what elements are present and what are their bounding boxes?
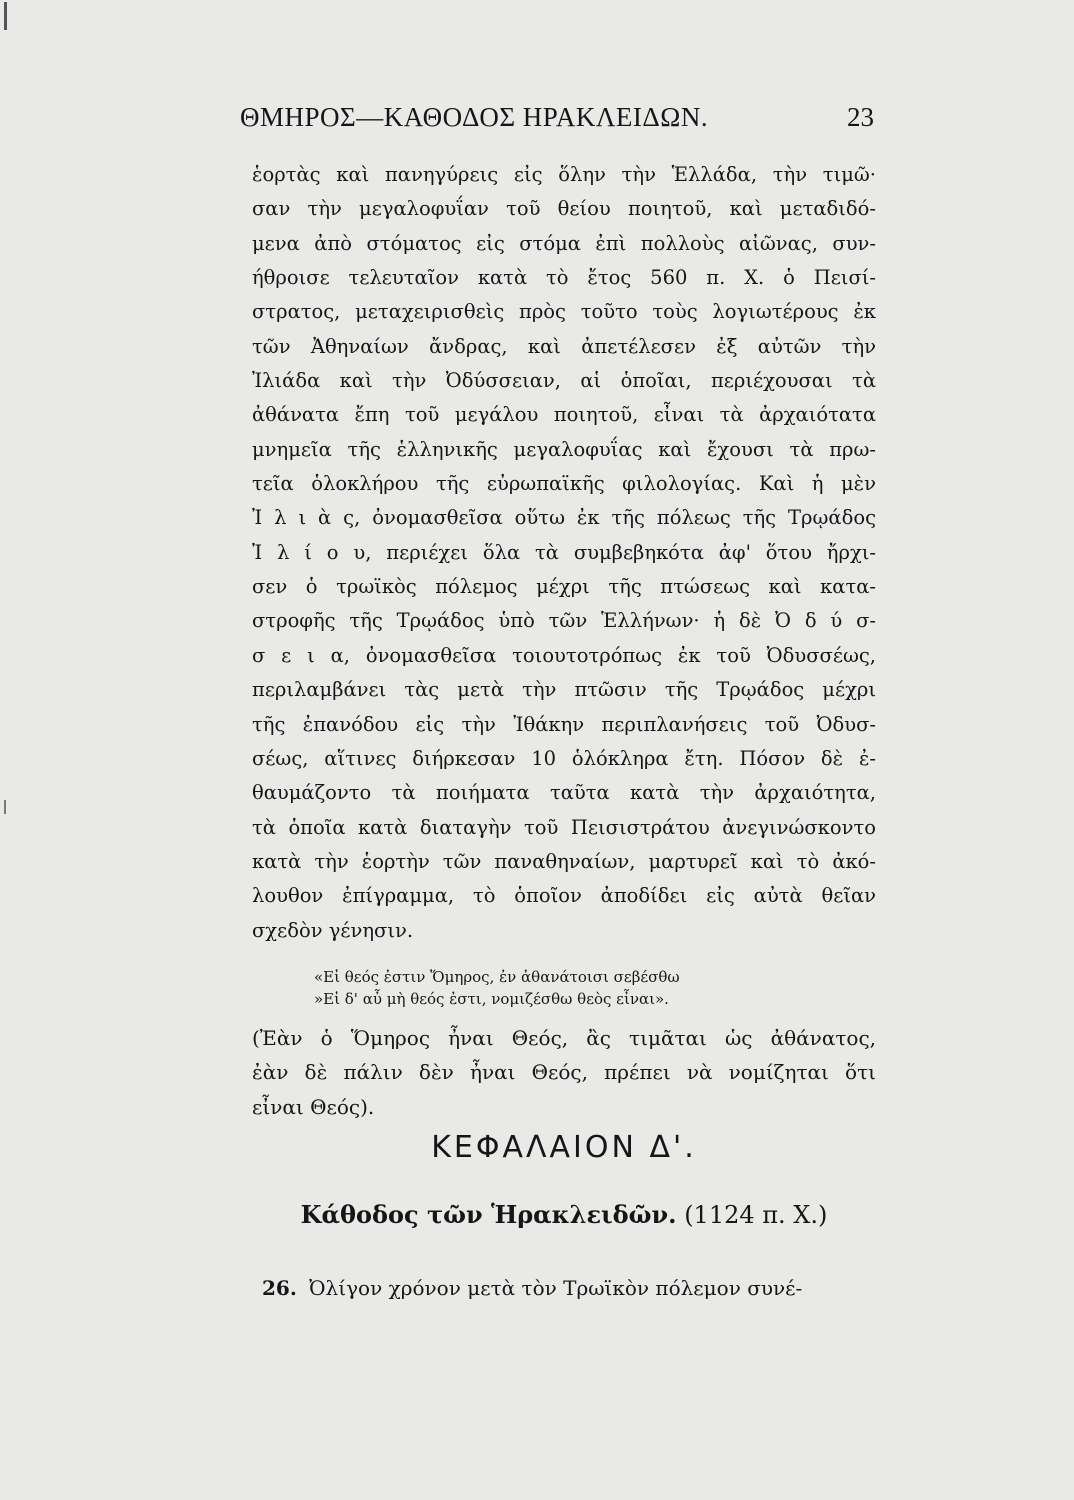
text-line: Ἰλιάδα καὶ τὴν Ὀδύσσειαν, αἱ ὁποῖαι, περιέχουσαι τὰ — [252, 369, 876, 393]
text-line: περιλαμβάνει τὰς μετὰ τὴν πτῶσιν τῆς Τρῳάδος μέχρι — [252, 678, 876, 702]
text-line: σχεδὸν γένησιν. — [252, 918, 414, 942]
section-date: (1124 π. Χ.) — [684, 1201, 828, 1229]
text-line: Ἰ λ ι ὰ ς, ὀνομασθεῖσα οὕτω ἐκ τῆς πόλεως τῆς Τρῳάδος — [252, 506, 876, 530]
text-line: Ἰ λ ί ο υ, περιέχει ὅλα τὰ συμβεβηκότα ἀφ' ὅτου ἤρχι- — [252, 540, 876, 564]
margin-mark — [4, 800, 6, 814]
text-line: ήθροισε τελευταῖον κατὰ τὸ ἔτος 560 π. Χ. ὁ Πεισί- — [252, 266, 876, 290]
text-line: σεν ὁ τρωϊκὸς πόλεμος μέχρι τῆς πτώσεως καὶ κατα- — [252, 575, 876, 599]
section-heading — [252, 1200, 876, 1229]
text-line: εἶναι Θεός). — [252, 1094, 375, 1119]
text-line: (Ἐὰν ὁ Ὅμηρος ἦναι Θεός, ἂς τιμᾶται ὡς ἀθάνατος, — [252, 1026, 876, 1050]
text-line: τῶν Ἀθηναίων ἄνδρας, καὶ ἀπετέλεσεν ἐξ αὐτῶν τὴν — [252, 334, 876, 358]
text-line: μενα ἀπὸ στόματος εἰς στόμα ἐπὶ πολλοὺς αἰῶνας, συν- — [252, 231, 876, 255]
text-line: κατὰ τὴν ἑορτὴν τῶν παναθηναίων, μαρτυρεῖ καὶ τὸ ἀκό- — [252, 849, 876, 873]
text-line: ἐὰν δὲ πάλιν δὲν ἦναι Θεός, πρέπει νὰ νομίζηται ὅτι — [252, 1060, 876, 1085]
text-line: θαυμάζοντο τὰ ποιήματα ταῦτα κατὰ τὴν ἀρχαιότητα, — [252, 781, 876, 805]
text-line: σαν τὴν μεγαλοφυΐαν τοῦ θείου ποιητοῦ, καὶ μεταδιδό- — [252, 197, 876, 221]
text-line: τῆς ἐπανόδου εἰς τὴν Ἰθάκην περιπλανήσεις τοῦ Ὀδυσ- — [252, 712, 876, 736]
text-line: »Εἰ δ' αὖ μὴ θεός ἐστι, νομιζέσθω θεὸς εἶναι». — [314, 990, 669, 1008]
section-title: Κάθοδος τῶν Ἡρακλειδῶν. — [300, 1200, 677, 1229]
running-title: ΘΜΗΡΟΣ—ΚΑΘΟΔΟΣ ΗΡΑΚΛΕΙΔΩΝ. — [240, 102, 709, 132]
text-line: στροφῆς τῆς Τρῳάδος ὑπὸ τῶν Ἑλλήνων· ἡ δὲ Ὀ δ ύ σ- — [252, 609, 876, 633]
epigram-translation — [252, 1020, 876, 1123]
running-header — [240, 96, 880, 136]
text-line: λουθον ἐπίγραμμα, τὸ ὁποῖον ἀποδίδει εἰς αὐτὰ θεῖαν — [252, 884, 876, 908]
margin-mark — [4, 2, 7, 30]
paragraph-number: 26. — [262, 1276, 297, 1300]
paragraph-text: Ὀλίγον χρόνον μετὰ τὸν Τρωϊκὸν πόλεμον συνέ- — [309, 1276, 803, 1300]
text-line: στρατος, μεταχειρισθεὶς πρὸς τοῦτο τοὺς λογιωτέρους ἐκ — [252, 300, 876, 324]
text-line: σέως, αἵτινες διήρκεσαν 10 ὁλόκληρα ἔτη. Πόσον δὲ ἐ- — [252, 746, 876, 770]
chapter-title: ΚΕΦΑΛΑΙΟΝ Δ'. — [431, 1130, 697, 1165]
text-line: τὰ ὁποῖα κατὰ διαταγὴν τοῦ Πεισιστράτου ἀνεγινώσκοντο — [252, 815, 876, 839]
epigram-quote — [314, 966, 814, 1010]
text-line: ἀθάνατα ἔπη τοῦ μεγάλου ποιητοῦ, εἶναι τὰ ἀρχαιότατα — [252, 403, 876, 427]
text-line: «Εἰ θεός ἐστιν Ὅμηρος, ἐν ἀθανάτοισι σεβέσθω — [314, 968, 680, 986]
text-line: ἑορτὰς καὶ πανηγύρεις εἰς ὅλην τὴν Ἑλλάδα, τὴν τιμῶ· — [252, 163, 876, 186]
text-line: μνημεῖα τῆς ἑλληνικῆς μεγαλοφυΐας καὶ ἔχουσι τὰ πρω- — [252, 437, 876, 461]
page-number: 23 — [847, 102, 874, 132]
paragraph-start — [262, 1276, 876, 1300]
text-line: τεῖα ὁλοκλήρου τῆς εὐρωπαϊκῆς φιλολογίας. Καὶ ἡ μὲν — [252, 472, 876, 496]
body-text — [252, 158, 876, 948]
text-line: σ ε ι α, ὀνομασθεῖσα τοιουτοτρόπως ἐκ τοῦ Ὀδυσσέως, — [252, 643, 876, 667]
